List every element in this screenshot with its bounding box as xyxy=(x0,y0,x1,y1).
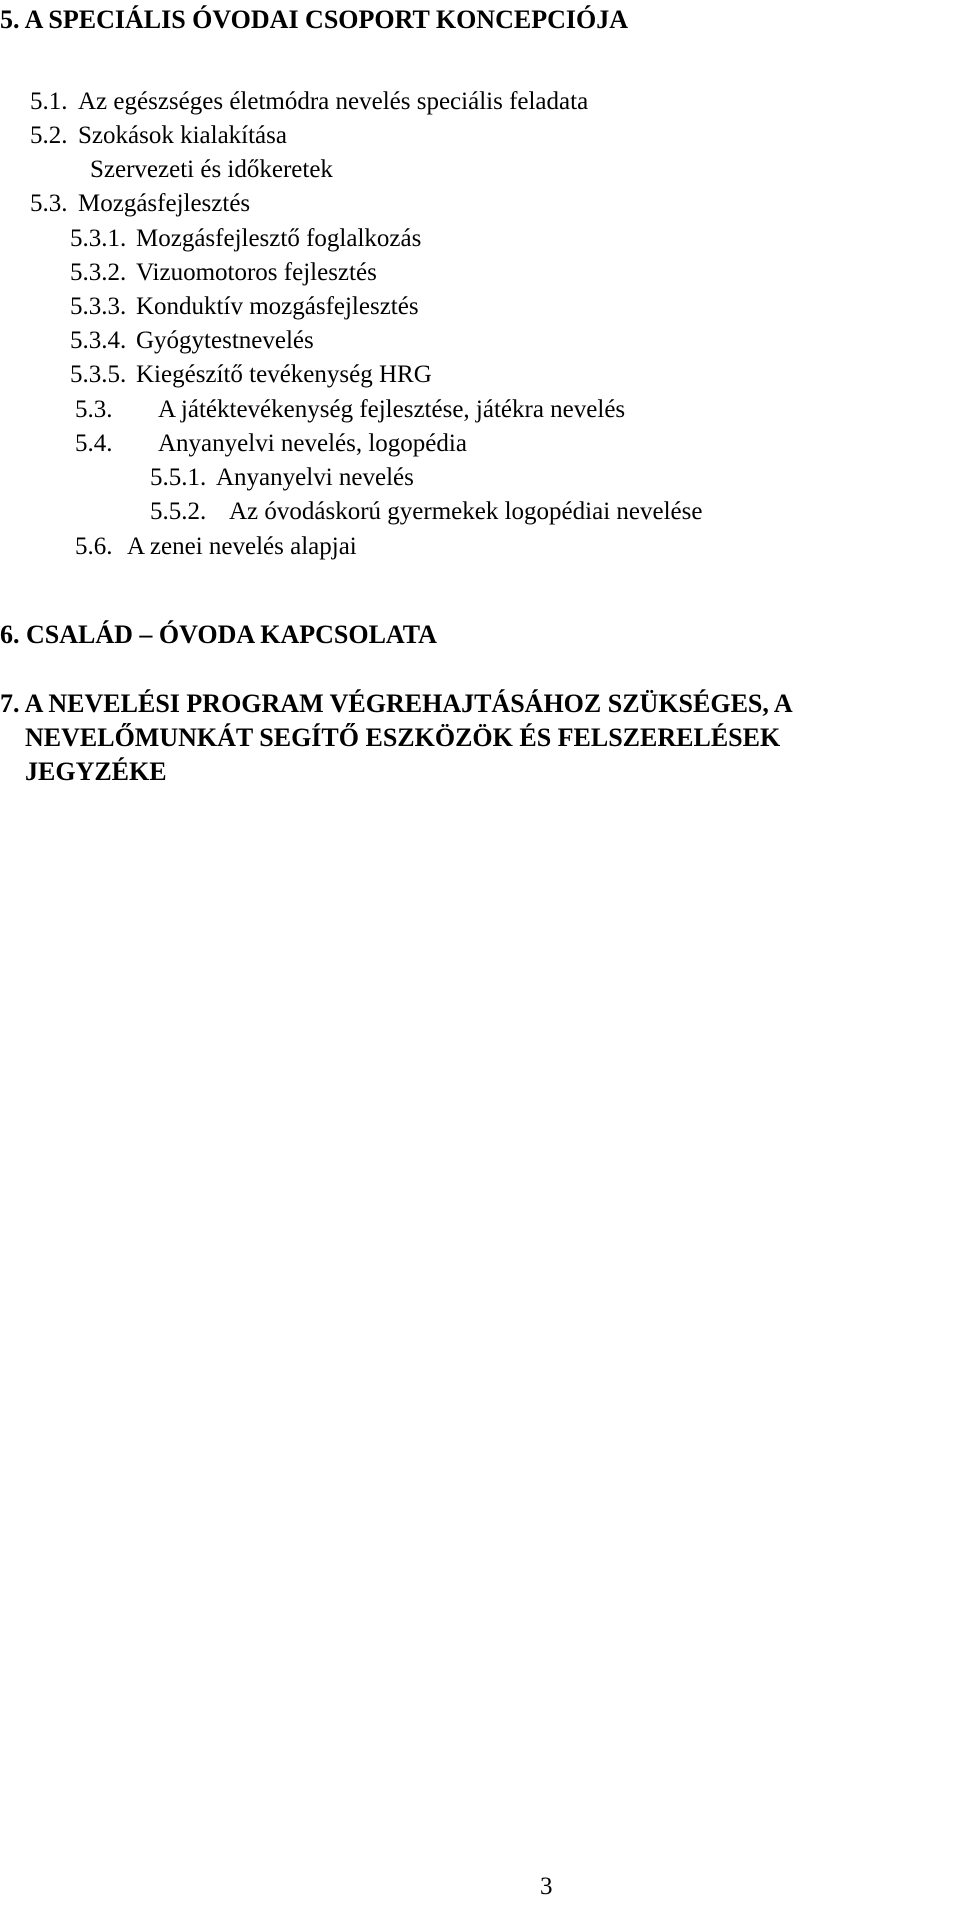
toc-item-number: 5.2. xyxy=(30,122,68,149)
toc-item-text: Az óvodáskorú gyermekek logopédiai nevelése xyxy=(229,498,703,525)
toc-item xyxy=(30,121,287,151)
toc-item-number: 5.5.2. xyxy=(150,498,207,525)
toc-item xyxy=(75,395,625,425)
page-number: 3 xyxy=(540,1873,553,1900)
toc-item-number: 5.3.5. xyxy=(70,361,127,388)
toc-item-text: Anyanyelvi nevelés xyxy=(216,464,414,491)
heading-section-5: 5. A SPECIÁLIS ÓVODAI CSOPORT KONCEPCIÓJA xyxy=(0,5,628,34)
toc-item xyxy=(70,292,419,322)
toc-item-text: Konduktív mozgásfejlesztés xyxy=(136,293,419,320)
toc-item-text: Mozgásfejlesztés xyxy=(78,190,251,217)
toc-item-text: A zenei nevelés alapjai xyxy=(127,533,357,560)
toc-item xyxy=(150,463,414,493)
toc-item-number: 5.4. xyxy=(75,430,113,457)
toc-item-text: Az egészséges életmódra nevelés speciális feladata xyxy=(78,88,589,115)
toc-item-text: Anyanyelvi nevelés, logopédia xyxy=(158,430,467,457)
toc-item-number: 5.3. xyxy=(30,190,68,217)
toc-item-number: 5.1. xyxy=(30,88,68,115)
heading-section-6: 6. CSALÁD – ÓVODA KAPCSOLATA xyxy=(0,620,437,649)
toc-item-text: Szervezeti és időkeretek xyxy=(90,156,333,183)
toc-item-text: Vizuomotoros fejlesztés xyxy=(136,259,377,286)
toc-item xyxy=(70,258,377,288)
toc-item-number: 5.6. xyxy=(75,533,113,560)
heading-section-7-line-1: 7. A NEVELÉSI PROGRAM VÉGREHAJTÁSÁHOZ SZÜKSÉGES, A xyxy=(0,689,793,718)
toc-item xyxy=(90,155,333,185)
toc-item xyxy=(75,429,467,459)
toc-item-number: 5.5.1. xyxy=(150,464,207,491)
toc-item-number: 5.3.2. xyxy=(70,259,127,286)
toc-item-text: Kiegészítő tevékenység HRG xyxy=(136,361,432,388)
toc-item xyxy=(70,360,432,390)
toc-item xyxy=(75,532,357,562)
toc-item-text: Gyógytestnevelés xyxy=(136,327,314,354)
toc-item-number: 5.3.3. xyxy=(70,293,127,320)
toc-item-text: A játéktevékenység fejlesztése, játékra nevelés xyxy=(158,396,626,423)
toc-item xyxy=(150,497,702,527)
heading-section-7-line-2: NEVELŐMUNKÁT SEGÍTŐ ESZKÖZÖK ÉS FELSZERELÉSEK xyxy=(25,723,781,752)
toc-item-text: Szokások kialakítása xyxy=(78,122,287,149)
toc-item xyxy=(30,189,250,219)
toc-item-number: 5.3.1. xyxy=(70,225,127,252)
toc-item-number: 5.3.4. xyxy=(70,327,127,354)
toc-item-text: Mozgásfejlesztő foglalkozás xyxy=(136,225,422,252)
toc-item xyxy=(70,224,421,254)
heading-section-7-line-3: JEGYZÉKE xyxy=(25,757,167,786)
toc-item xyxy=(70,326,314,356)
toc-item xyxy=(30,87,588,117)
toc-item-number: 5.3. xyxy=(75,396,113,423)
